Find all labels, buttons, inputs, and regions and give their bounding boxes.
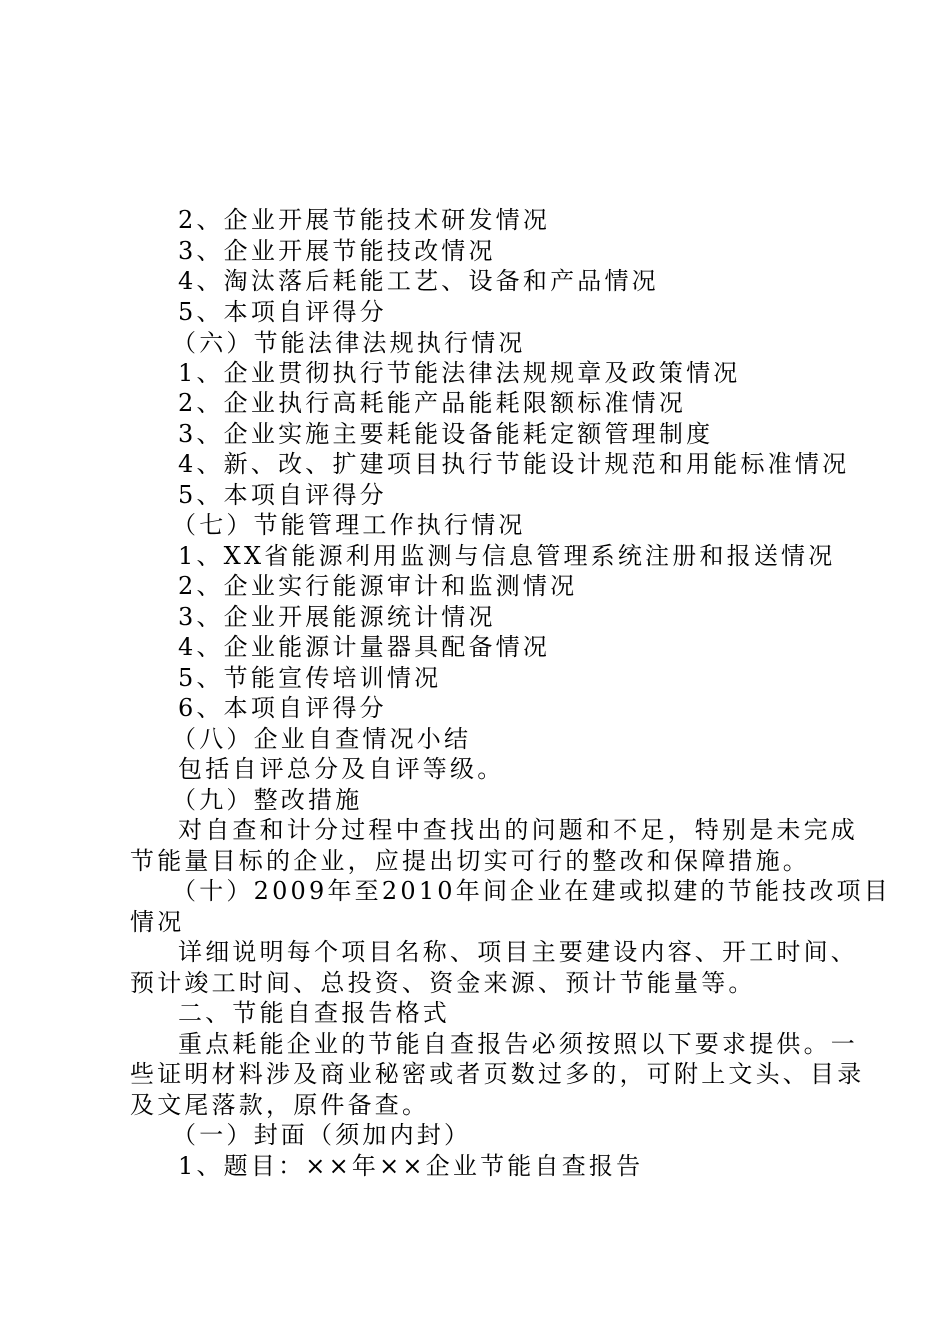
text-line: 情况 bbox=[130, 908, 185, 936]
text-line: 2、企业实行能源审计和监测情况 bbox=[178, 572, 578, 600]
section-heading: （一）封面（须加内封） bbox=[172, 1121, 472, 1149]
text-line: 节能量目标的企业，应提出切实可行的整改和保障措施。 bbox=[130, 847, 810, 875]
text-line: 详细说明每个项目名称、项目主要建设内容、开工时间、 bbox=[178, 938, 858, 966]
text-line: 1、XX省能源利用监测与信息管理系统注册和报送情况 bbox=[178, 542, 836, 570]
text-line: 6、本项自评得分 bbox=[178, 694, 387, 722]
text-line: 预计竣工时间、总投资、资金来源、预计节能量等。 bbox=[130, 969, 756, 997]
section-heading: （九）整改措施 bbox=[172, 786, 363, 814]
text-line: 重点耗能企业的节能自查报告必须按照以下要求提供。一 bbox=[178, 1030, 858, 1058]
text-line: 5、本项自评得分 bbox=[178, 298, 387, 326]
text-line: 3、企业实施主要耗能设备能耗定额管理制度 bbox=[178, 420, 714, 448]
text-line: 3、企业开展节能技改情况 bbox=[178, 237, 496, 265]
text-line: 5、节能宣传培训情况 bbox=[178, 664, 442, 692]
text-line: 对自查和计分过程中查找出的问题和不足，特别是未完成 bbox=[178, 816, 858, 844]
section-heading: （六）节能法律法规执行情况 bbox=[172, 329, 526, 357]
section-heading: （七）节能管理工作执行情况 bbox=[172, 511, 526, 539]
text-line: 5、本项自评得分 bbox=[178, 481, 387, 509]
section-heading: 二、节能自查报告格式 bbox=[178, 999, 450, 1027]
section-heading: （八）企业自查情况小结 bbox=[172, 725, 472, 753]
text-line: 及文尾落款，原件备查。 bbox=[130, 1091, 430, 1119]
text-line: 2、企业开展节能技术研发情况 bbox=[178, 206, 551, 234]
text-line: 些证明材料涉及商业秘密或者页数过多的，可附上文头、目录 bbox=[130, 1060, 865, 1088]
section-heading: （十）2009年至2010年间企业在建或拟建的节能技改项目 bbox=[172, 877, 891, 905]
text-line: 2、企业执行高耗能产品能耗限额标准情况 bbox=[178, 389, 687, 417]
text-line: 1、题目：××年××企业节能自查报告 bbox=[178, 1152, 644, 1180]
text-line: 4、新、改、扩建项目执行节能设计规范和用能标准情况 bbox=[178, 450, 850, 478]
text-line: 4、淘汰落后耗能工艺、设备和产品情况 bbox=[178, 267, 659, 295]
text-line: 包括自评总分及自评等级。 bbox=[178, 755, 505, 783]
text-line: 4、企业能源计量器具配备情况 bbox=[178, 633, 551, 661]
text-line: 3、企业开展能源统计情况 bbox=[178, 603, 496, 631]
text-line: 1、企业贯彻执行节能法律法规规章及政策情况 bbox=[178, 359, 741, 387]
